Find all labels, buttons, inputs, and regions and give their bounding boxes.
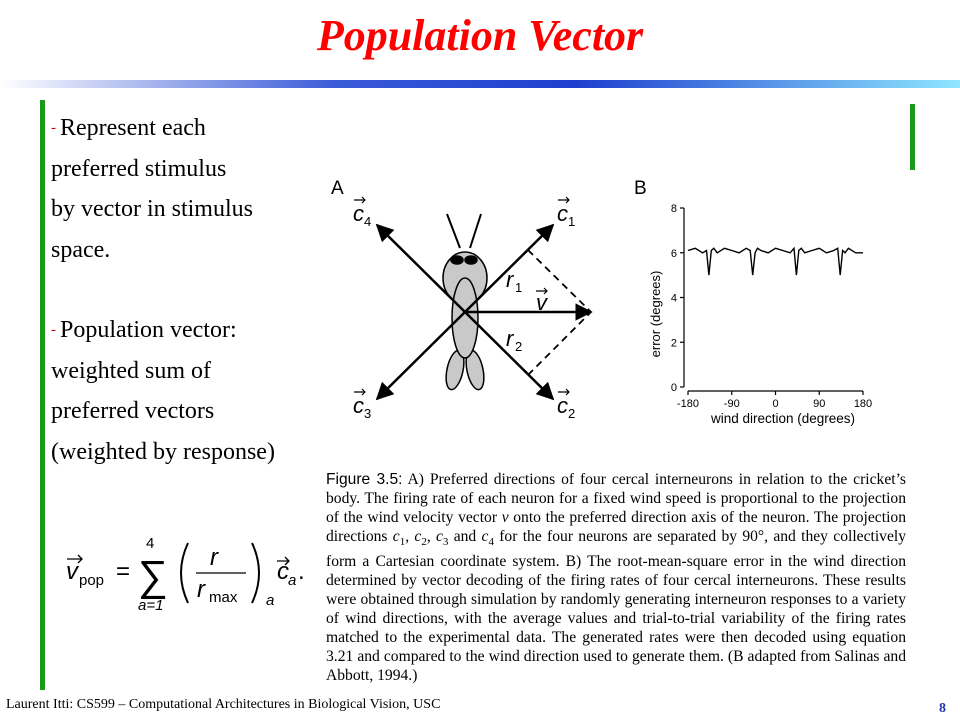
projection-r2-dashed [528, 312, 591, 375]
x-tick-label: 90 [813, 398, 826, 410]
y-axis-label: error (degrees) [648, 270, 663, 358]
caption-segment: c [414, 528, 422, 545]
page-number: 8 [939, 701, 946, 716]
figure-panel-a [325, 170, 615, 430]
cricket-eye-left [451, 256, 463, 264]
cricket-eye-right [465, 256, 477, 264]
label-c1 [557, 197, 575, 229]
caption-segment: onto the preferred direction axis of the neuron. The projection directions [326, 509, 906, 545]
eq-numerator: r [210, 544, 218, 571]
svg-text:c: c [557, 201, 568, 226]
svg-text:r: r [506, 326, 514, 351]
caption-segment: c [481, 528, 489, 545]
bullet-dash: - [51, 120, 56, 136]
right-accent-rule [910, 104, 915, 170]
label-c3 [353, 389, 371, 421]
svg-text:c: c [557, 393, 568, 418]
population-vector-equation [62, 535, 307, 615]
caption-segment: 4 [488, 536, 494, 549]
x-tick-label: -90 [723, 398, 740, 410]
y-tick-label: 2 [670, 337, 677, 350]
bullet-dash: - [51, 322, 56, 338]
y-tick-label: 6 [670, 247, 677, 260]
panel-b-label: B [634, 178, 647, 199]
bullet-2-line-2: weighted sum of [51, 357, 211, 384]
caption-segment: c [436, 528, 443, 545]
x-tick-label: -180 [676, 398, 700, 410]
x-tick-label: 0 [772, 398, 779, 410]
eq-period: . [298, 558, 305, 585]
y-tick-label: 4 [670, 292, 677, 305]
label-c2 [557, 389, 575, 421]
bullet-1-line-4: space. [51, 236, 111, 263]
caption-segment: v [501, 509, 509, 526]
eq-term-sub: a [288, 572, 297, 589]
y-tick-label: 8 [670, 203, 677, 215]
eq-term: c [277, 558, 289, 585]
svg-text:3: 3 [364, 406, 372, 421]
figure-caption [326, 470, 906, 685]
caption-segment: c [392, 528, 400, 545]
footer-course-credit: Laurent Itti: CS599 – Computational Architectures in Biological Vision, USC [6, 697, 441, 712]
svg-text:r: r [506, 267, 514, 292]
caption-segment: A) Preferred directions of four cercal interneurons in relation to the cricket’s body. The firing rate of each neuron for a fixed wind speed is proportional to the projection of the wind velocity vector [326, 471, 906, 526]
eq-lower-limit: a=1 [138, 597, 164, 614]
cricket-abdomen [452, 278, 478, 358]
caption-segment: , [426, 528, 436, 545]
bullet-2-line-1: - Population vector: [51, 317, 237, 343]
svg-text:2: 2 [515, 339, 523, 354]
eq-upper-limit: 4 [146, 535, 155, 552]
svg-text:4: 4 [364, 214, 372, 229]
title-underline-bar [0, 80, 960, 88]
bullet-2-line-4: (weighted by response) [51, 438, 275, 465]
eq-equals: = [116, 558, 131, 585]
caption-segment: for the four neurons are separated by 90°, and they collectively form a Cartesian coordinate system. B) The root-mean-square error in the wind direction determined by vector decoding of the firing rates of four cercal interneurons. These results were obtained through simulation by randomly generating interneuron responses to a variety of wind directions, with the average values and trial-to-trial variability of the firing rates matched to the experimental data. The generated rates were then decoded using equation 3.21 and compared to the wind direction used to generate them. (B adapted from Salinas and Abbott, 1994.) [326, 528, 907, 685]
x-tick-label: 180 [853, 398, 873, 410]
label-r2 [506, 326, 522, 354]
cricket-body [443, 214, 487, 391]
bullet-list [51, 108, 341, 472]
eq-lhs: v [66, 558, 78, 585]
eq-denominator-sub: max [209, 589, 238, 606]
svg-text:c: c [353, 393, 364, 418]
figure-panel-b-chart [628, 170, 888, 430]
eq-lhs-sub: pop [79, 572, 105, 589]
error-series-line [688, 248, 863, 275]
panel-a-label: A [331, 178, 344, 199]
svg-text:1: 1 [568, 214, 576, 229]
caption-segment: , [405, 528, 415, 545]
eq-outer-sub: a [266, 592, 275, 609]
label-r1 [506, 267, 522, 295]
eq-left-paren [181, 543, 188, 603]
bullet-1-line-1: - Represent each [51, 115, 206, 141]
left-accent-rule [40, 100, 45, 690]
slide-title: Population Vector [316, 11, 644, 60]
caption-segment: 3 [442, 536, 449, 549]
y-tick-label: 0 [670, 382, 677, 394]
svg-text:1: 1 [515, 280, 523, 295]
bullet-1-line-3: by vector in stimulus [51, 196, 253, 222]
eq-denominator: r [197, 576, 205, 603]
bullet-2-line-3: preferred vectors [51, 398, 215, 424]
label-c4 [353, 197, 371, 229]
caption-segment: and [448, 528, 482, 545]
x-axis-label: wind direction (degrees) [710, 411, 856, 426]
caption-segment: 2 [421, 536, 427, 549]
eq-right-paren [252, 543, 259, 603]
bullet-1-line-2: preferred stimulus [51, 155, 227, 182]
eq-sigma: ∑ [138, 552, 168, 599]
svg-text:2: 2 [568, 406, 576, 421]
caption-segment: 1 [399, 536, 406, 549]
svg-text:c: c [353, 201, 364, 226]
svg-text:v: v [536, 290, 547, 315]
caption-segment: Figure 3.5: [326, 471, 403, 488]
